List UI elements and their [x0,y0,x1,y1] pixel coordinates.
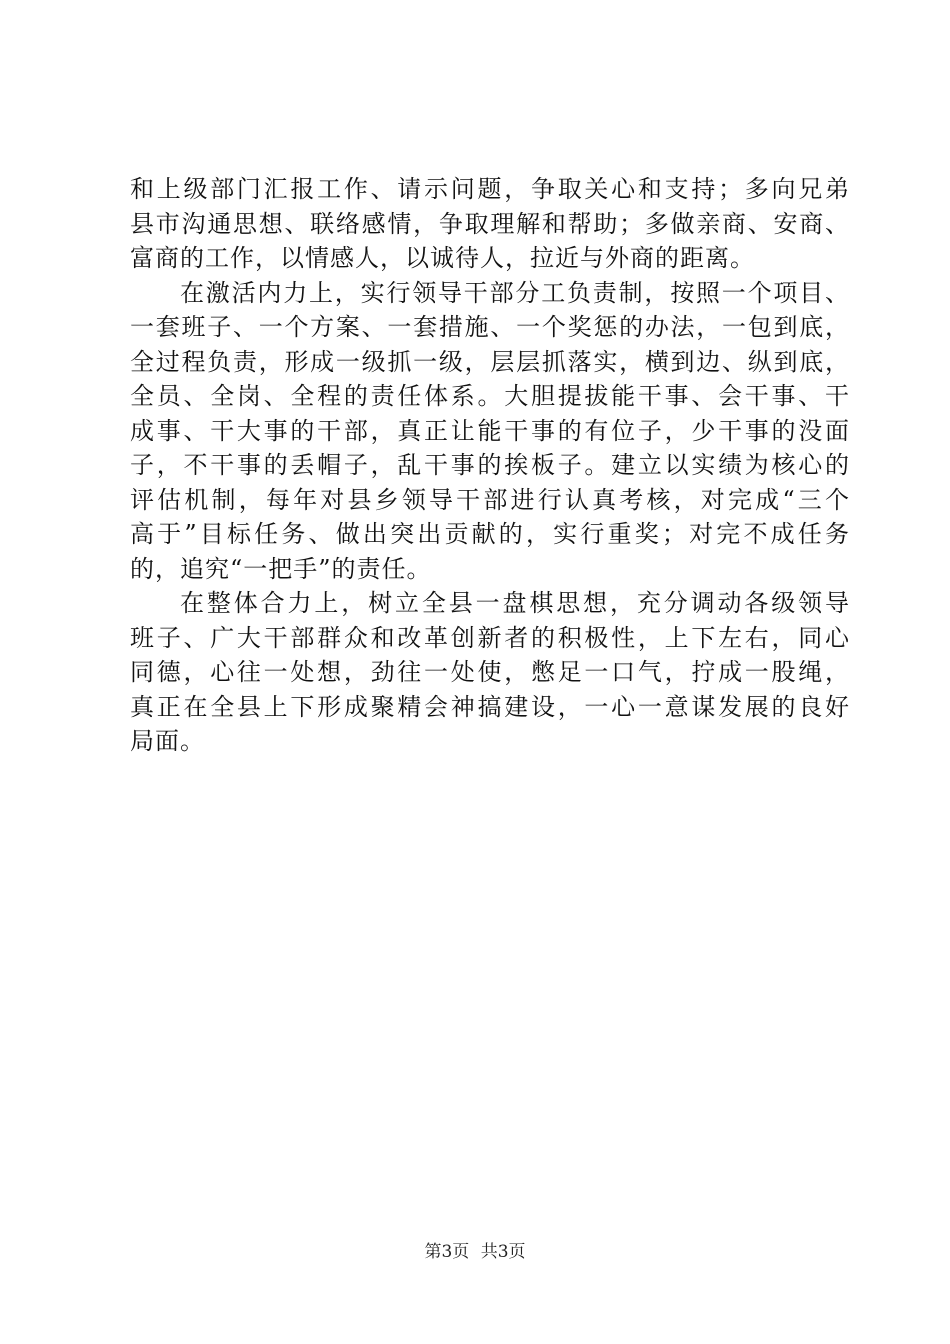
text-line: 子，不干事的丢帽子，乱干事的挨板子。建立以实绩为核心的 [130,451,850,479]
text-line: 富商的工作，以情感人，以诚待人，拉近与外商的距离。 [130,244,755,272]
text-line: 班子、广大干部群众和改革创新者的积极性，上下左右，同心 [130,623,850,652]
page-total: 共3页 [480,1242,526,1262]
page-footer [0,1240,950,1264]
document-body [130,172,850,759]
text-line: 真正在全县上下形成聚精会神搞建设，一心一意谋发展的良好 [130,692,850,721]
text-line: 局面。 [130,727,205,755]
text-line: 评估机制，每年对县乡领导干部进行认真考核，对完成“三个 [130,485,850,514]
text-line: 成事、干大事的干部，真正让能干事的有位子，少干事的没面 [130,416,850,445]
text-line: 高于”目标任务、做出突出贡献的，实行重奖；对完不成任务 [130,520,850,548]
text-line: 县市沟通思想、联络感情，争取理解和帮助；多做亲商、安商、 [130,209,850,238]
text-line: 的，追究“一把手”的责任。 [130,554,432,583]
text-line: 全过程负责，形成一级抓一级，层层抓落实，横到边、纵到底， [130,347,850,376]
text-line: 和上级部门汇报工作、请示问题，争取关心和支持；多向兄弟 [130,175,850,203]
page-number: 第3页 [424,1242,470,1262]
paragraph-first-line: 在激活内力上，实行领导干部分工负责制，按照一个项目、 [180,278,850,307]
paragraph-first-line: 在整体合力上，树立全县一盘棋思想，充分调动各级领导 [180,589,850,617]
text-line: 同德，心往一处想，劲往一处使，憋足一口气，拧成一股绳， [130,658,850,686]
text-line: 全员、全岗、全程的责任体系。大胆提拔能干事、会干事、干 [130,382,850,410]
text-line: 一套班子、一个方案、一套措施、一个奖惩的办法，一包到底， [130,313,850,341]
